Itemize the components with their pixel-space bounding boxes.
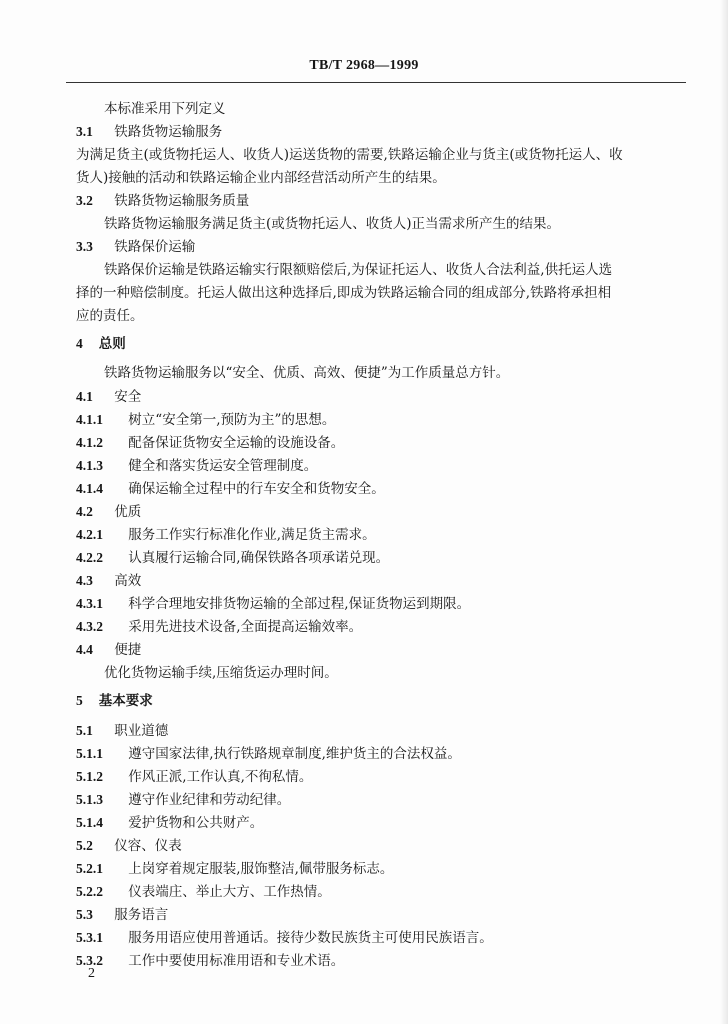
clause-number: 5.3.2 <box>76 953 103 968</box>
clause-title: 高效 <box>114 573 142 589</box>
paragraph-line <box>104 664 338 682</box>
clause-number: 3.3 <box>76 239 93 254</box>
clause-title: 仪容、仪表 <box>114 838 182 854</box>
section-heading <box>76 335 126 353</box>
clause-item <box>76 411 335 429</box>
paragraph-line <box>104 100 226 118</box>
clause-item <box>76 929 493 947</box>
clause-number: 5.2 <box>76 838 93 853</box>
clause-title: 铁路货物运输服务质量 <box>114 193 250 209</box>
clause-text: 服务工作实行标准化作业,满足货主需求。 <box>128 527 376 543</box>
clause-title: 优质 <box>114 504 142 520</box>
clause-item <box>76 526 376 544</box>
clause-item <box>76 595 470 613</box>
line-text: 货人)接触的活动和铁路运输企业内部经营活动所产生的结果。 <box>76 170 446 186</box>
clause-heading <box>76 123 222 141</box>
section-number: 4 <box>76 336 83 351</box>
clause-heading <box>76 906 168 924</box>
clause-number: 4.3.2 <box>76 619 103 634</box>
clause-number: 5.1.1 <box>76 746 103 761</box>
clause-number: 3.1 <box>76 124 93 139</box>
clause-heading <box>76 238 195 256</box>
clause-number: 4.1.3 <box>76 458 103 473</box>
clause-number: 4.1.4 <box>76 481 103 496</box>
clause-number: 4.4 <box>76 642 93 657</box>
paragraph-line <box>104 261 612 279</box>
clause-title: 便捷 <box>114 642 142 658</box>
clause-title: 安全 <box>114 389 142 405</box>
clause-number: 4.1.2 <box>76 435 103 450</box>
clause-text: 上岗穿着规定服装,服饰整洁,佩带服务标志。 <box>128 861 394 877</box>
clause-number: 5.3 <box>76 907 93 922</box>
header-rule <box>66 82 686 83</box>
line-text: 铁路货物运输服务满足货主(或货物托运人、收货人)正当需求所产生的结果。 <box>104 216 561 232</box>
clause-number: 5.1.2 <box>76 769 103 784</box>
paragraph-line <box>76 169 446 187</box>
clause-title: 职业道德 <box>114 723 169 739</box>
clause-item <box>76 457 317 475</box>
clause-text: 遵守国家法律,执行铁路规章制度,维护货主的合法权益。 <box>128 746 461 762</box>
clause-text: 科学合理地安排货物运输的全部过程,保证货物运到期限。 <box>128 596 471 612</box>
line-text: 铁路货物运输服务以“安全、优质、高效、便捷”为工作质量总方针。 <box>104 365 510 381</box>
clause-number: 5.1.3 <box>76 792 103 807</box>
clause-item <box>76 791 290 809</box>
clause-item <box>76 434 344 452</box>
clause-number: 5.3.1 <box>76 930 103 945</box>
paragraph-line <box>104 364 509 382</box>
clause-text: 配备保证货物安全运输的设施设备。 <box>128 435 345 451</box>
clause-item <box>76 768 312 786</box>
paragraph-line <box>76 284 611 302</box>
clause-text: 采用先进技术设备,全面提高运输效率。 <box>128 619 363 635</box>
clause-number: 5.2.1 <box>76 861 103 876</box>
line-text: 铁路保价运输是铁路运输实行限额赔偿后,为保证托运人、收货人合法利益,供托运人选 <box>104 262 613 278</box>
clause-text: 认真履行运输合同,确保铁路各项承诺兑现。 <box>128 550 390 566</box>
clause-item <box>76 480 385 498</box>
clause-heading <box>76 641 141 659</box>
clause-number: 5.2.2 <box>76 884 103 899</box>
clause-item <box>76 618 362 636</box>
line-text: 应的责任。 <box>76 308 144 324</box>
section-heading <box>76 692 153 710</box>
clause-number: 4.1 <box>76 389 93 404</box>
clause-heading <box>76 722 168 740</box>
scan-edge-shadow <box>720 0 728 1024</box>
clause-number: 4.1.1 <box>76 412 103 427</box>
clause-number: 4.2.1 <box>76 527 103 542</box>
clause-text: 确保运输全过程中的行车安全和货物安全。 <box>128 481 385 497</box>
clause-title: 服务语言 <box>114 907 169 923</box>
clause-text: 服务用语应使用普通话。接待少数民族货主可使用民族语言。 <box>128 930 493 946</box>
clause-item <box>76 549 389 567</box>
clause-heading <box>76 572 141 590</box>
clause-text: 健全和落实货运安全管理制度。 <box>128 458 318 474</box>
clause-heading <box>76 388 141 406</box>
clause-number: 5.1 <box>76 723 93 738</box>
clause-text: 爱护货物和公共财产。 <box>128 815 264 831</box>
line-text: 为满足货主(或货物托运人、收货人)运送货物的需要,铁路运输企业与货主(或货物托运人、收 <box>76 147 623 163</box>
clause-text: 遵守作业纪律和劳动纪律。 <box>128 792 291 808</box>
line-text: 本标准采用下列定义 <box>104 101 226 117</box>
clause-title: 铁路保价运输 <box>114 239 196 255</box>
page-number: 2 <box>88 966 95 981</box>
section-title: 基本要求 <box>98 693 153 709</box>
clause-item <box>76 952 344 970</box>
clause-item <box>76 745 461 763</box>
clause-heading <box>76 503 141 521</box>
clause-text: 仪表端庄、举止大方、工作热情。 <box>128 884 331 900</box>
clause-number: 5.1.4 <box>76 815 103 830</box>
paragraph-line <box>104 215 560 233</box>
clause-item <box>76 814 263 832</box>
clause-text: 树立“安全第一,预防为主”的思想。 <box>128 412 336 428</box>
clause-number: 3.2 <box>76 193 93 208</box>
clause-heading <box>76 837 182 855</box>
paragraph-line <box>76 307 144 325</box>
clause-title: 铁路货物运输服务 <box>114 124 223 140</box>
clause-text: 作风正派,工作认真,不徇私情。 <box>128 769 313 785</box>
clause-number: 4.3.1 <box>76 596 103 611</box>
clause-number: 4.2 <box>76 504 93 519</box>
clause-heading <box>76 192 249 210</box>
section-number: 5 <box>76 693 83 708</box>
line-text: 择的一种赔偿制度。托运人做出这种选择后,即成为铁路运输合同的组成部分,铁路将承担相 <box>76 285 612 301</box>
section-title: 总则 <box>98 336 126 352</box>
clause-item <box>76 860 393 878</box>
document-code-header: TB/T 2968—1999 <box>309 58 419 73</box>
clause-number: 4.2.2 <box>76 550 103 565</box>
paragraph-line <box>76 146 623 164</box>
clause-text: 工作中要使用标准用语和专业术语。 <box>128 953 345 969</box>
line-text: 优化货物运输手续,压缩货运办理时间。 <box>104 665 338 681</box>
clause-item <box>76 883 331 901</box>
clause-number: 4.3 <box>76 573 93 588</box>
